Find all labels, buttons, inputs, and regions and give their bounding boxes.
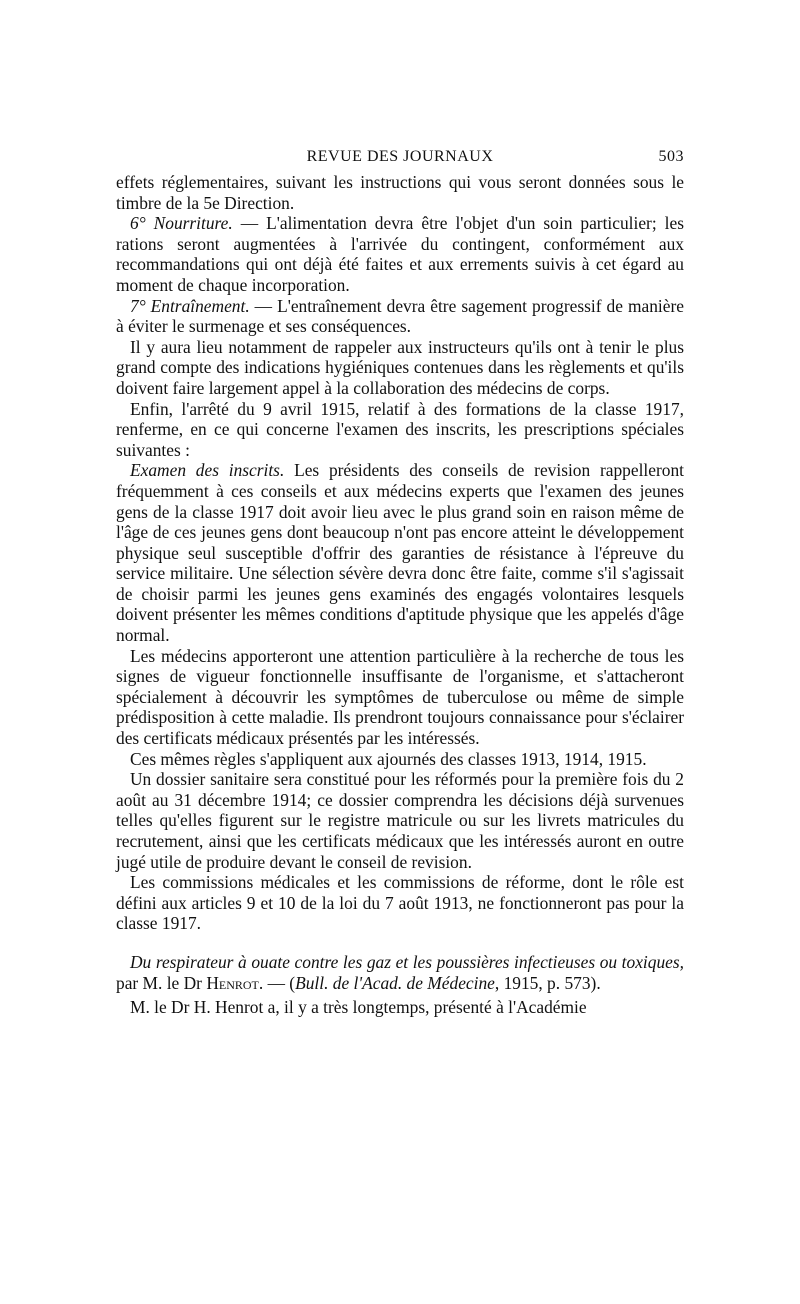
article-byline: par M. le Dr (116, 972, 207, 993)
paragraph (116, 872, 684, 934)
paragraph (116, 296, 684, 337)
paragraph (116, 172, 684, 213)
article-citation (116, 952, 684, 993)
source-suffix: , 1915, p. 573). (494, 972, 601, 993)
paragraph (116, 749, 684, 770)
section-label: Examen des inscrits. (130, 460, 285, 481)
paragraph-text: Ces mêmes règles s'appliquent aux ajournés des classes 1913, 1914, 1915. (130, 748, 647, 769)
source-journal: Bull. de l'Acad. de Médecine (295, 972, 495, 993)
paragraph-text: — L'alimentation devra être l'objet d'un soin particulier; les rations seront augmentées à l'arrivée du contingent, conformément aux recommandations qui ont déjà été faites et aux errements suivis à cet égard au moment de chaque incorporation. (116, 213, 684, 295)
paragraph-text: — L'entraînement devra être sagement progressif de manière à éviter le surmenage et ses conséquences. (116, 295, 684, 337)
paragraph (116, 997, 684, 1018)
paragraph-text: Enfin, l'arrêté du 9 avril 1915, relatif à des formations de la classe 1917, renferme, en ce qui concerne l'examen des inscrits, les prescriptions spéciales suivantes : (116, 398, 684, 460)
running-header (116, 142, 684, 172)
paragraph-text: Les présidents des conseils de revision rappelleront fréquemment à ces conseils et aux médecins experts que l'examen des jeunes gens de la classe 1917 doit avoir lieu avec le plus grand soin en raison même de l'âge de ces jeunes gens dont beaucoup n'ont pas encore atteint le développement physique seul susceptible d'offrir des garanties de résistance à l'épreuve du service militaire. Une sélection sévère devra donc être faite, comme s'il s'agissait de choisir parmi les jeunes gens examinés des engagés volontaires lesquels doivent présenter les mêmes conditions d'aptitude physique que les appelés d'âge normal. (116, 460, 684, 646)
paragraph-text: M. le Dr H. Henrot a, il y a très longtemps, présenté à l'Académie (130, 997, 587, 1018)
article-author: Henrot (206, 972, 259, 993)
paragraph-text: Les commissions médicales et les commissions de réforme, dont le rôle est défini aux articles 9 et 10 de la loi du 7 août 1913, ne fonctionneront pas pour la classe 1917. (116, 872, 684, 934)
section-label: 7° Entraînement. (130, 295, 250, 316)
article-body (116, 172, 684, 1018)
paragraph (116, 213, 684, 295)
paragraph (116, 769, 684, 872)
page-number: 503 (658, 148, 684, 165)
section-label: 6° Nourriture. (130, 213, 233, 234)
source-prefix: . — ( (258, 972, 296, 993)
article-title: Du respirateur à ouate contre les gaz et les poussières infectieuses ou toxiques, (130, 951, 684, 972)
paragraph (116, 646, 684, 749)
paragraph-text: Il y aura lieu notamment de rappeler aux instructeurs qu'ils ont à tenir le plus grand compte des indications hygiéniques contenues dans les règlements et qu'ils doivent faire largement appel à la collaboration des médecins de corps. (116, 336, 684, 398)
paragraph-text: Un dossier sanitaire sera constitué pour les réformés pour la première fois du 2 août au 31 décembre 1914; ce dossier comprendra les décisions déjà survenues telles qu'elles figurent sur le registre matricule ou sur les livrets matricules du recrutement, ainsi que les certificats médicaux que les intéressés auront en outre jugé utile de produire devant le conseil de revision. (116, 769, 684, 872)
paragraph (116, 337, 684, 399)
paragraph-text: effets réglementaires, suivant les instructions qui vous seront données sous le timbre de la 5e Direction. (116, 172, 684, 213)
running-title: REVUE DES JOURNAUX (306, 148, 494, 165)
paragraph-text: Les médecins apporteront une attention particulière à la recherche de tous les signes de vigueur fonctionnelle insuffisante de l'organisme, et s'attacheront spécialement à découvrir les symptômes de tuberculose ou même de simple prédisposition à cette maladie. Ils prendront toujours connaissance pour s'éclairer des certificats médicaux présentés par les intéressés. (116, 645, 684, 749)
paragraph (116, 460, 684, 645)
document-page (116, 142, 684, 1018)
paragraph (116, 399, 684, 461)
